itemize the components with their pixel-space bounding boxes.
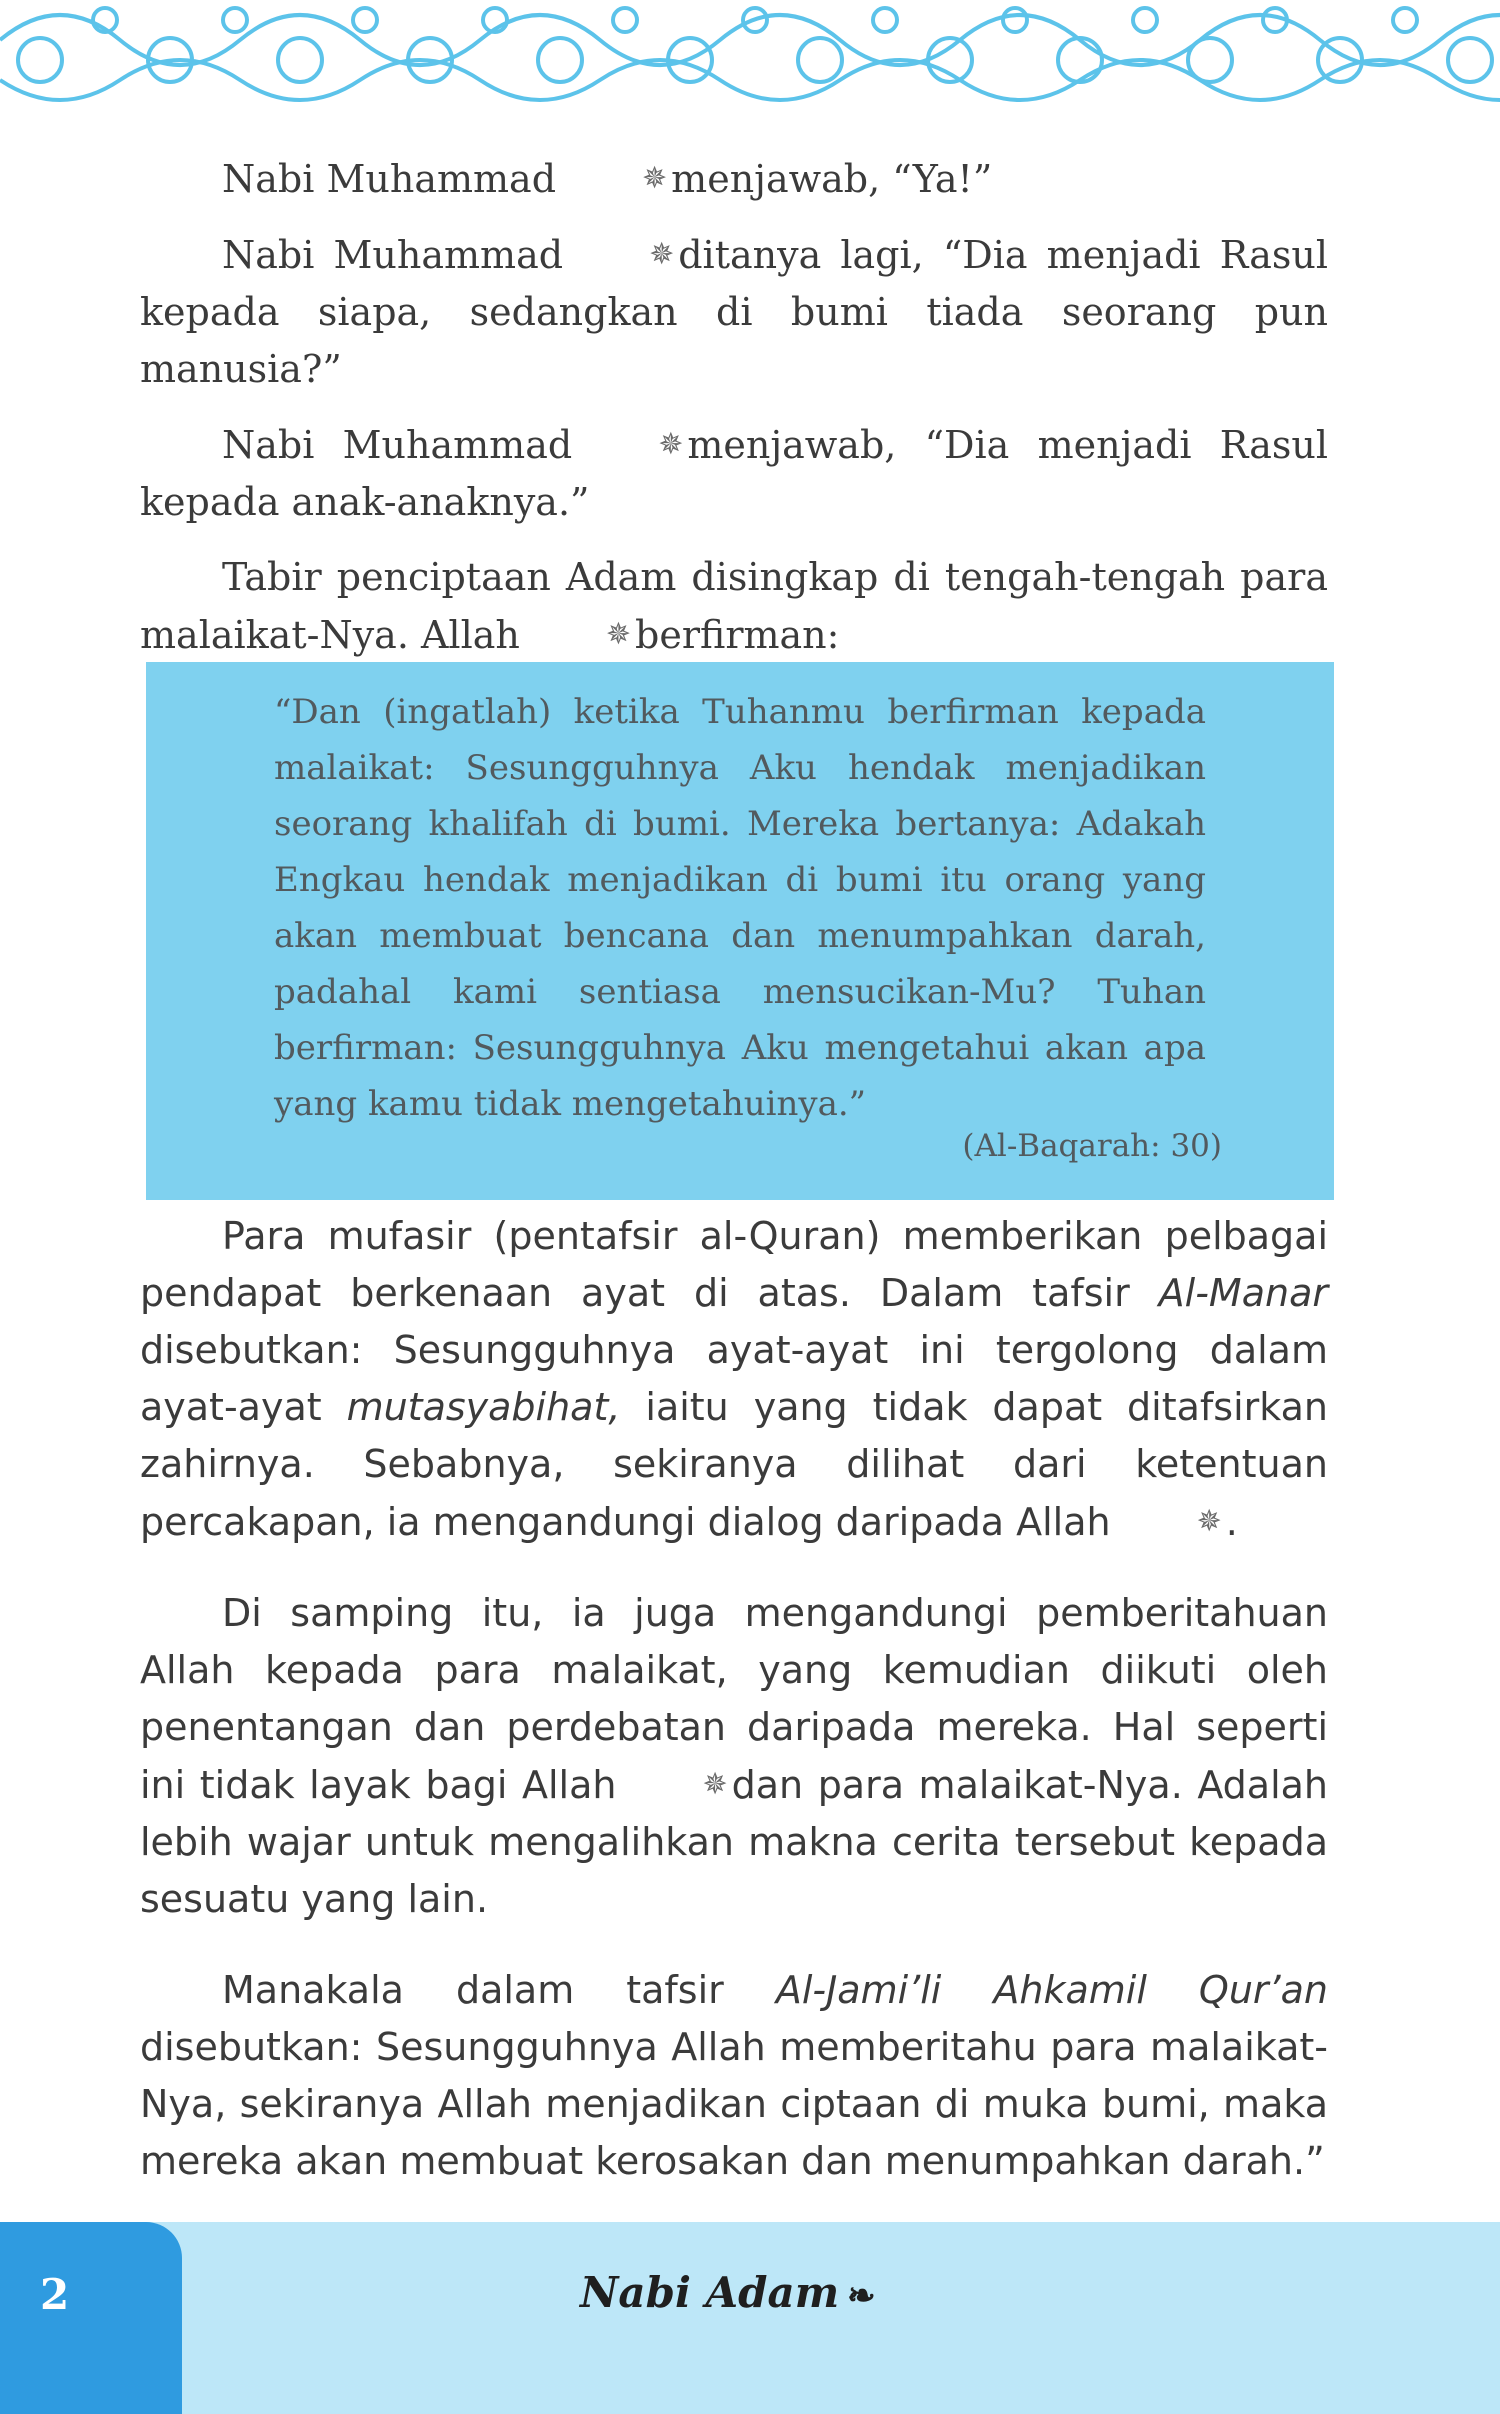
paragraph-3: Nabi Muhammad ✵ menjawab, “Dia menjadi Rasul kepada anak-anaknya.” (140, 416, 1328, 531)
footer-band (0, 2222, 1500, 2414)
upper-text (140, 150, 1328, 682)
decorative-top-border (0, 0, 1500, 120)
paragraph-4: Tabir penciptaan Adam disingkap di tengah-tengah para malaikat-Nya. Allah ✵ berfirman: (140, 549, 1328, 664)
book-title: Nabi Adam ❧ (580, 2268, 876, 2317)
paragraph-1: Nabi Muhammad ✵ menjawab, “Ya!” (140, 150, 1328, 208)
quran-quote-box (146, 662, 1334, 1200)
tafsir-title: Al-Manar (1158, 1271, 1328, 1315)
honorific-icon: ✵ (642, 161, 668, 196)
page-number: 2 (40, 2270, 70, 2319)
tafsir-title: Al-Jami’li Ahkamil Qur’an (775, 1968, 1328, 2012)
honorific-icon: ✵ (658, 427, 684, 462)
term-mutasyabihat: mutasyabihat, (346, 1385, 621, 1429)
calligraphy-icon: ❧ (847, 2276, 876, 2316)
quote-reference: (Al-Baqarah: 30) (962, 1128, 1222, 1164)
paragraph-2: Nabi Muhammad ✵ ditanya lagi, “Dia menjadi Rasul kepada siapa, sedangkan di bumi tiada seorang pun manusia?” (140, 226, 1328, 398)
honorific-icon: ✵ (605, 617, 631, 652)
quote-text: “Dan (ingatlah) ketika Tuhanmu berfirman kepada malaikat: Sesungguhnya Aku hendak menjadikan seorang khalifah di bumi. Mereka bertanya: Adakah Engkau hendak menjadikan di bumi itu orang yang akan membuat bencana dan menumpahkan darah, padahal kami sentiasa mensucikan-Mu? Tuhan berfirman: Sesungguhnya Aku mengetahui akan apa yang kamu tidak mengetahuinya.” (274, 692, 1206, 1124)
honorific-icon: ✵ (702, 1767, 728, 1802)
paragraph-6: Di samping itu, ia juga mengandungi pemberitahuan Allah kepada para malaikat, yang kemudian diikuti oleh penentangan dan perdebatan daripada mereka. Hal seperti ini tidak layak bagi Allah ✵ dan para malaikat-Nya. Adalah lebih wajar untuk mengalihkan makna cerita tersebut kepada sesuatu yang lain. (140, 1591, 1328, 1921)
honorific-icon: ✵ (649, 237, 675, 272)
paragraph-7: Manakala dalam tafsir Al-Jami’li Ahkamil Qur’an disebutkan: Sesungguhnya Allah memberitahu para malaikat-Nya, sekiranya Allah menjadikan ciptaan di muka bumi, maka mereka akan membuat kerosakan dan menumpahkan darah.” (140, 1968, 1328, 2183)
lower-text (140, 1208, 1328, 2224)
honorific-icon: ✵ (1196, 1504, 1222, 1539)
paragraph-5: Para mufasir (pentafsir al-Quran) memberikan pelbagai pendapat berkenaan ayat di atas. Dalam tafsir Al-Manar disebutkan: Sesungguhnya ayat-ayat ini tergolong dalam ayat-ayat mutasyabihat, iaitu yang tidak dapat ditafsirkan zahirnya. Sebabnya, sekiranya dilihat dari ketentuan percakapan, ia mengandungi dialog daripada Allah ✵ . (140, 1208, 1328, 1551)
